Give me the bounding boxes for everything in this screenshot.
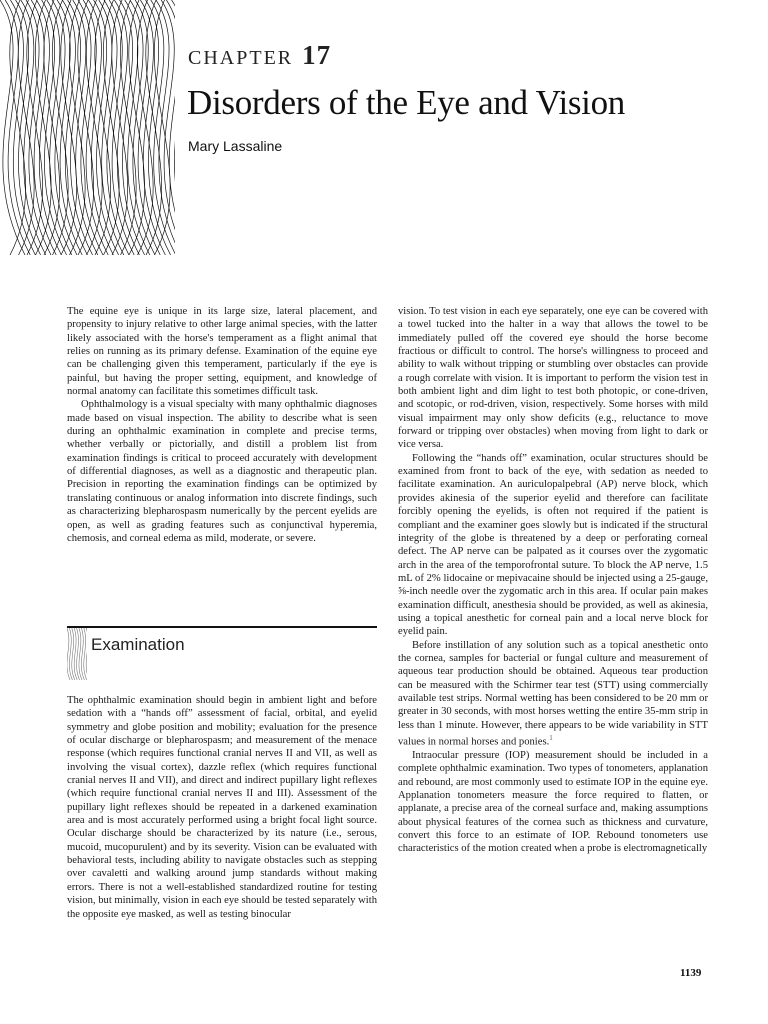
- art-line: [109, 0, 134, 255]
- section-heading: Examination: [91, 635, 185, 654]
- ornament-line: [69, 628, 72, 680]
- chapter-label: [188, 40, 331, 71]
- art-line: [172, 0, 175, 255]
- right-paragraph-4: Intraocular pressure (IOP) measurement should be included in a complete ophthalmic examination. Two types of tonometers, applanation and rebound, are most commonly used to estimate IOP in the equine eye. Applanation tonometers measure the force required to flatten, or applanate, a precise area of the corneal surface and, making assumptions about physical features of the cornea such as thickness and curvature, convert this force to an estimate of IOP. Rebound tonometers use characteristics of the motion created when a probe is electromagnetically: [398, 749, 708, 855]
- ornament-line: [84, 628, 87, 680]
- ornament-line: [81, 628, 84, 680]
- art-line: [21, 0, 46, 255]
- intro-paragraph-1: The equine eye is unique in its large size, lateral placement, and propensity to injury relative to other large animal species, with the latter likely associated with the horse's temperament as a flight animal that relies on running as its primary defense. Examination of the equine eye can be challenging given this temperament, particularly if the eye is painful, but having the proper setting, equipment, and knowledge of normal anatomy can facilitate this sometimes difficult task.: [67, 306, 377, 398]
- chapter-decorative-art: [0, 0, 175, 255]
- art-line: [95, 0, 111, 255]
- art-line: [42, 0, 67, 255]
- section-rule: [67, 626, 377, 628]
- art-line: [120, 0, 136, 255]
- art-line: [61, 0, 77, 255]
- chapter-author: Mary Lassaline: [188, 138, 283, 154]
- art-line: [94, 0, 119, 255]
- art-line: [31, 0, 56, 255]
- art-line: [99, 0, 124, 255]
- art-line: [114, 0, 139, 255]
- ornament-line: [67, 628, 70, 680]
- citation-marker[interactable]: 1: [549, 734, 553, 742]
- art-line: [68, 0, 93, 255]
- page-number: 1139: [680, 967, 702, 979]
- art-line: [26, 0, 51, 255]
- ornament-line: [72, 628, 75, 680]
- chapter-word: CHAPTER: [188, 47, 294, 69]
- art-line: [146, 0, 171, 255]
- art-line: [88, 0, 113, 255]
- section-heading-ornament: [67, 628, 87, 680]
- chapter-title: Disorders of the Eye and Vision: [187, 83, 626, 122]
- art-line: [154, 0, 170, 255]
- ornament-line: [77, 628, 80, 680]
- art-line: [0, 0, 25, 255]
- art-line: [27, 0, 43, 255]
- exam-paragraph: The ophthalmic examination should begin in ambient light and before sedation with a “hands off” assessment of facial, orbital, and eyelid symmetry and globe position and mobility; evaluation for the presence of ocular discharge or blepharospasm; and measurement of the menace response (which requires functional cranial nerves II and VII, as well as involving the visual cortex), dazzle reflex (which requires functional cranial nerves II and VII), and direct and indirect pupillary light reflexes (which require functional cranial nerves II and III). Assessment of the pupillary light reflexes should be repeated in a darkened examination area and is most accurately performed using a bright focal light source. Ocular discharge should be characterized by its nature (i.e., serous, mucoid, mucopurulent) and by its severity. Vision can be evaluated with behavioral tests, including ability to navigate obstacles such as stepping over cavaletti and walking around jump standards without making errors. There is not a well-established standardized routine for testing vision, but minimally, vision in each eye should be tested separately with the opposite eye masked, as well as testing binocular: [67, 695, 377, 920]
- right-paragraph-3: [398, 639, 708, 749]
- ornament-line: [79, 628, 82, 680]
- right-paragraph-3-text: Before instillation of any solution such as a topical anesthetic onto the cornea, samples for bacterial or fungal culture and measurement of aqueous tear production should be obtained. Aqueous tear production can be measured with the Schirmer tear test (STT) using commercially available test strips. Normal wetting has been considered to be 20 mm or greater in 30 seconds, with most horses wetting the entire 35-mm strip in less than 1 minute. However, there appears to be wide variability in STT values in normal horses and ponies.: [398, 639, 708, 748]
- art-line: [62, 0, 87, 255]
- art-line: [125, 0, 150, 255]
- art-line: [146, 0, 162, 255]
- art-line: [86, 0, 102, 255]
- examination-column: [67, 694, 377, 921]
- art-line: [52, 0, 68, 255]
- chapter-number: 17: [302, 40, 332, 70]
- right-paragraph-1: vision. To test vision in each eye separately, one eye can be covered with a towel tucked into the halter in a way that allows the towel to be immediately pulled off the covered eye should the horse become fractious or difficult to control. The horse's willingness to proceed and ability to walk without tripping or stumbling over obstacles can provide a rough correlate with vision. It is important to perform the vision test in both ambient light and dim light to test both photopic, or cone-driven, and scotopic, or rod-driven, vision, respectively. Some horses with mild visual impairment may only show deficits (e.g., reluctance to move forward or tripping over obstacles) when moving from light to dark or vice versa.: [398, 306, 708, 451]
- art-line: [73, 0, 98, 255]
- art-line: [52, 0, 77, 255]
- right-column: [398, 305, 708, 856]
- intro-column: [67, 305, 377, 545]
- art-line: [5, 0, 30, 255]
- ornament-line: [86, 628, 87, 680]
- art-line: [135, 0, 160, 255]
- art-line: [120, 0, 145, 255]
- art-line: [78, 0, 103, 255]
- ornament-line: [74, 628, 77, 680]
- art-line: [47, 0, 72, 255]
- art-line: [140, 0, 165, 255]
- intro-paragraph-2: Ophthalmology is a visual specialty with many ophthalmic diagnoses made based on visual inspection. The ability to describe what is seen during an ophthalmic examination in complete and precise terms, whether verbally or pictorially, and distill a problem list from examination findings is critical to proceed accurately with development of differential diagnoses, as well as a diagnostic and therapeutic plan. Precision in reporting the examination findings can be optimized by translating continuous or analog information into discrete findings, such as characterizing blepharospasm numerically by the percent eyelids are open, as well as grading features such as conjunctival hyperemia, chemosis, and corneal edema as mild, moderate, or severe.: [67, 399, 377, 544]
- right-paragraph-2: Following the “hands off” examination, ocular structures should be examined from front to back of the eye, with sedation as needed to facilitate examination. An auriculopalpebral (AP) nerve block, which provides akinesia of the superior eyelid and therefore can facilitate forcibly opening the eyelids, is often not required if the patient is compliant and the examiner goes slowly but is indicated if the structural integrity of the globe is threatened by a deep or perforating corneal defect. The AP nerve can be palpated as it courses over the zygomatic arch in the area of the temporofrontal suture. To block the AP nerve, 1.5 mL of 2% lidocaine or mepivacaine should be injected using a 25-gauge, ⅝-inch needle over the zygomatic arch in this area. If ocular pain makes examination difficult, anesthesia should be provided, as well as akinesia, using a topical anesthetic for corneal pain and a local nerve block for eyelid pain.: [398, 452, 708, 638]
